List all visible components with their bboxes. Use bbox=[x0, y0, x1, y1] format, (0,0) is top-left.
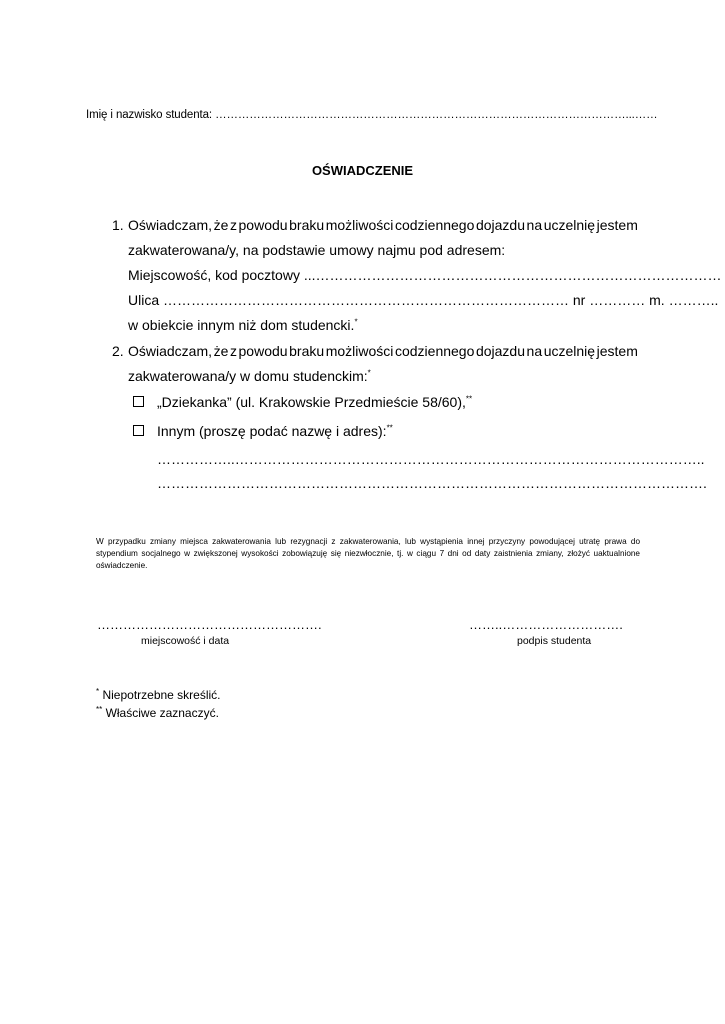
item1-word: że bbox=[213, 217, 229, 233]
change-notice: W przypadku zmiany miejsca zakwaterowania lub rezygnacji z zakwaterowania, lub wystąpienia innej przyczyny powodującej utratę prawa do stypendium socjalnego w zwiększonej wysokości zobowiązuję się niezwłocznie, tj. w ciągu 7 dni od daty zaistnienia zmiany, złożyć uaktualnione oświadczenie. bbox=[96, 537, 640, 570]
footnote-2 bbox=[96, 706, 219, 720]
item2-word: uczelnię bbox=[543, 343, 596, 359]
dziekanka-checkbox[interactable] bbox=[133, 396, 144, 407]
item1-line2: zakwaterowana/y, na podstawie umowy najmu pod adresem: bbox=[128, 242, 506, 258]
item1-line1 bbox=[128, 217, 638, 233]
item2-word: dojazdu bbox=[475, 343, 525, 359]
document-title: OŚWIADCZENIE bbox=[311, 163, 414, 178]
item2-word: możliwości bbox=[325, 343, 394, 359]
item2-word: że bbox=[213, 343, 229, 359]
option-other bbox=[157, 423, 393, 439]
item1-word: braku bbox=[289, 217, 325, 233]
option-other-label: Innym (proszę podać nazwę i adres): bbox=[157, 423, 387, 439]
item1-word: na bbox=[526, 217, 543, 233]
footnote-mark: * bbox=[367, 368, 371, 378]
item2-word: Oświadczam, bbox=[128, 343, 213, 359]
item2-word: powodu bbox=[238, 343, 288, 359]
footnote-text: Właściwe zaznaczyć. bbox=[102, 706, 219, 720]
footnote-mark: ** bbox=[96, 705, 103, 714]
item1-word: Oświadczam, bbox=[128, 217, 213, 233]
item1-word: dojazdu bbox=[475, 217, 525, 233]
item1-line5-text: w obiekcie innym niż dom studencki. bbox=[128, 317, 355, 333]
item2-word: codziennego bbox=[394, 343, 475, 359]
item1-word: codziennego bbox=[394, 217, 475, 233]
student-name-line: Imię i nazwisko studenta: ………………………………………………………………………………………………...…… bbox=[86, 109, 658, 121]
item2-line1 bbox=[128, 343, 638, 359]
item1-city-line: Miejscowość, kod pocztowy ...…………………………………………………………………………… bbox=[128, 267, 722, 283]
place-date-dots: ……………………………………………. bbox=[97, 617, 322, 632]
item1-street-line: Ulica …………………………………………………………………………… nr ………… m. ……….. bbox=[128, 292, 719, 308]
item2-word: jestem bbox=[596, 343, 638, 359]
item2-line2-text: zakwaterowana/y w domu studenckim: bbox=[128, 368, 368, 384]
item2-word: z bbox=[229, 343, 237, 359]
place-date-label: miejscowość i data bbox=[141, 635, 230, 647]
footnote-mark: * bbox=[354, 317, 358, 327]
footnote-mark: ** bbox=[465, 394, 473, 404]
footnote-mark: * bbox=[96, 687, 100, 696]
item1-word: uczelnię bbox=[543, 217, 596, 233]
other-address-dots-2: ………………………………………………………………………………………………………. bbox=[157, 475, 707, 491]
item2-line2 bbox=[128, 368, 371, 384]
item2-number: 2. bbox=[112, 343, 124, 359]
signature-label: podpis studenta bbox=[517, 635, 592, 647]
footnote-mark: ** bbox=[386, 423, 393, 433]
item1-word: możliwości bbox=[325, 217, 394, 233]
option-dziekanka-label: „Dziekanka” (ul. Krakowskie Przedmieście 58/60), bbox=[157, 394, 466, 410]
option-dziekanka bbox=[157, 394, 472, 410]
footnote-1 bbox=[96, 688, 221, 702]
item1-line5 bbox=[128, 317, 358, 333]
other-dorm-checkbox[interactable] bbox=[133, 425, 144, 436]
footnote-text: Niepotrzebne skreślić. bbox=[99, 688, 221, 702]
item2-word: na bbox=[526, 343, 543, 359]
item1-word: z bbox=[229, 217, 237, 233]
item1-word: jestem bbox=[596, 217, 638, 233]
item2-word: braku bbox=[289, 343, 325, 359]
other-address-dots-1: ……………..……………………………………………………………………………………….. bbox=[157, 451, 705, 467]
item1-word: powodu bbox=[238, 217, 288, 233]
item1-number: 1. bbox=[112, 217, 124, 233]
signature-dots: ……..………………………. bbox=[469, 617, 623, 632]
